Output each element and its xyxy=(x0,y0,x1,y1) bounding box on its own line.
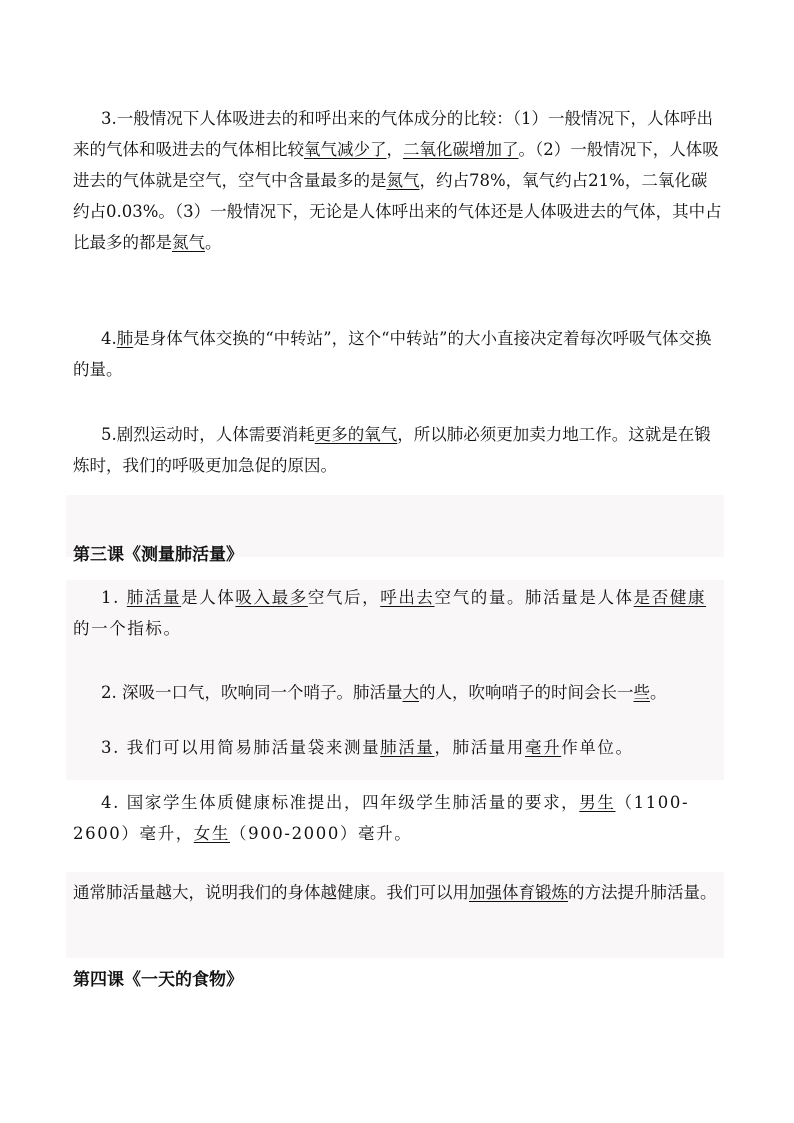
answer-inhale-most: 吸入最多 xyxy=(235,588,308,607)
answer-co2-increase: 二氧化碳增加了 xyxy=(403,140,519,159)
answer-oxygen-decrease: 氧气减少了 xyxy=(304,140,387,159)
answer-healthy: 是否健康 xyxy=(633,588,707,607)
answer-exercise: 加强体育锻炼 xyxy=(469,883,568,902)
paragraph-exercise: 5.剧烈运动时，人体需要消耗更多的氧气，所以肺必须更加卖力地工作。这就是在锻炼时，我们的呼吸更加急促的原因。 xyxy=(73,425,711,475)
paragraph-measure: 3. 我们可以用简易肺活量袋来测量肺活量，肺活量用毫升作单位。 xyxy=(101,738,634,757)
answer-large: 大 xyxy=(402,683,419,702)
lesson4-title: 第四课《一天的食物》 xyxy=(73,970,243,990)
lesson3-title: 第三课《测量肺活量》 xyxy=(73,545,243,565)
answer-girls: 女生 xyxy=(193,824,230,843)
answer-boys: 男生 xyxy=(579,793,616,812)
paragraph-conclusion: 通常肺活量越大，说明我们的身体越健康。我们可以用加强体育锻炼的方法提升肺活量。 xyxy=(73,883,717,902)
answer-vital-capacity: 肺活量 xyxy=(126,588,182,607)
answer-nitrogen-2: 氮气 xyxy=(172,233,205,252)
answer-more-oxygen: 更多的氧气 xyxy=(314,425,398,444)
answer-milliliter: 毫升 xyxy=(525,738,562,757)
answer-exhale: 呼出去 xyxy=(380,588,435,607)
answer-nitrogen: 氮气 xyxy=(386,171,420,190)
paragraph-vital-capacity-def: 1. 肺活量是人体吸入最多空气后，呼出去空气的量。肺活量是人体是否健康的一个指标。 xyxy=(73,588,707,638)
paragraph-standard: 4. 国家学生体质健康标准提出，四年级学生肺活量的要求，男生（1100-2600）毫升，女生（900-2000）毫升。 xyxy=(73,793,690,843)
paragraph-gas-composition: 3.一般情况下人体吸进去的和呼出来的气体成分的比较：（1）一般情况下，人体呼出来的气体和吸进去的气体相比较氧气减少了，二氧化碳增加了。（2）一般情况下，人体吸进去的气体就是空气，空气中含量最多的是氮气，约占78%，氧气约占21%，二氧化碳约占0.03%。（3）一般情况下，无论是人体呼出来的气体还是人体吸进去的气体，其中占比最多的都是氮气。 xyxy=(73,109,722,252)
answer-lung: 肺 xyxy=(116,329,134,348)
answer-some: 些 xyxy=(633,683,650,702)
paragraph-lung-exchange: 4.肺是身体气体交换的“中转站”，这个“中转站”的大小直接决定着每次呼吸气体交换的量。 xyxy=(73,329,712,379)
answer-vital-capacity-2: 肺活量 xyxy=(380,738,435,757)
paragraph-whistle: 2. 深吸一口气，吹响同一个哨子。肺活量大的人，吹响哨子的时间会长一些。 xyxy=(101,683,667,702)
